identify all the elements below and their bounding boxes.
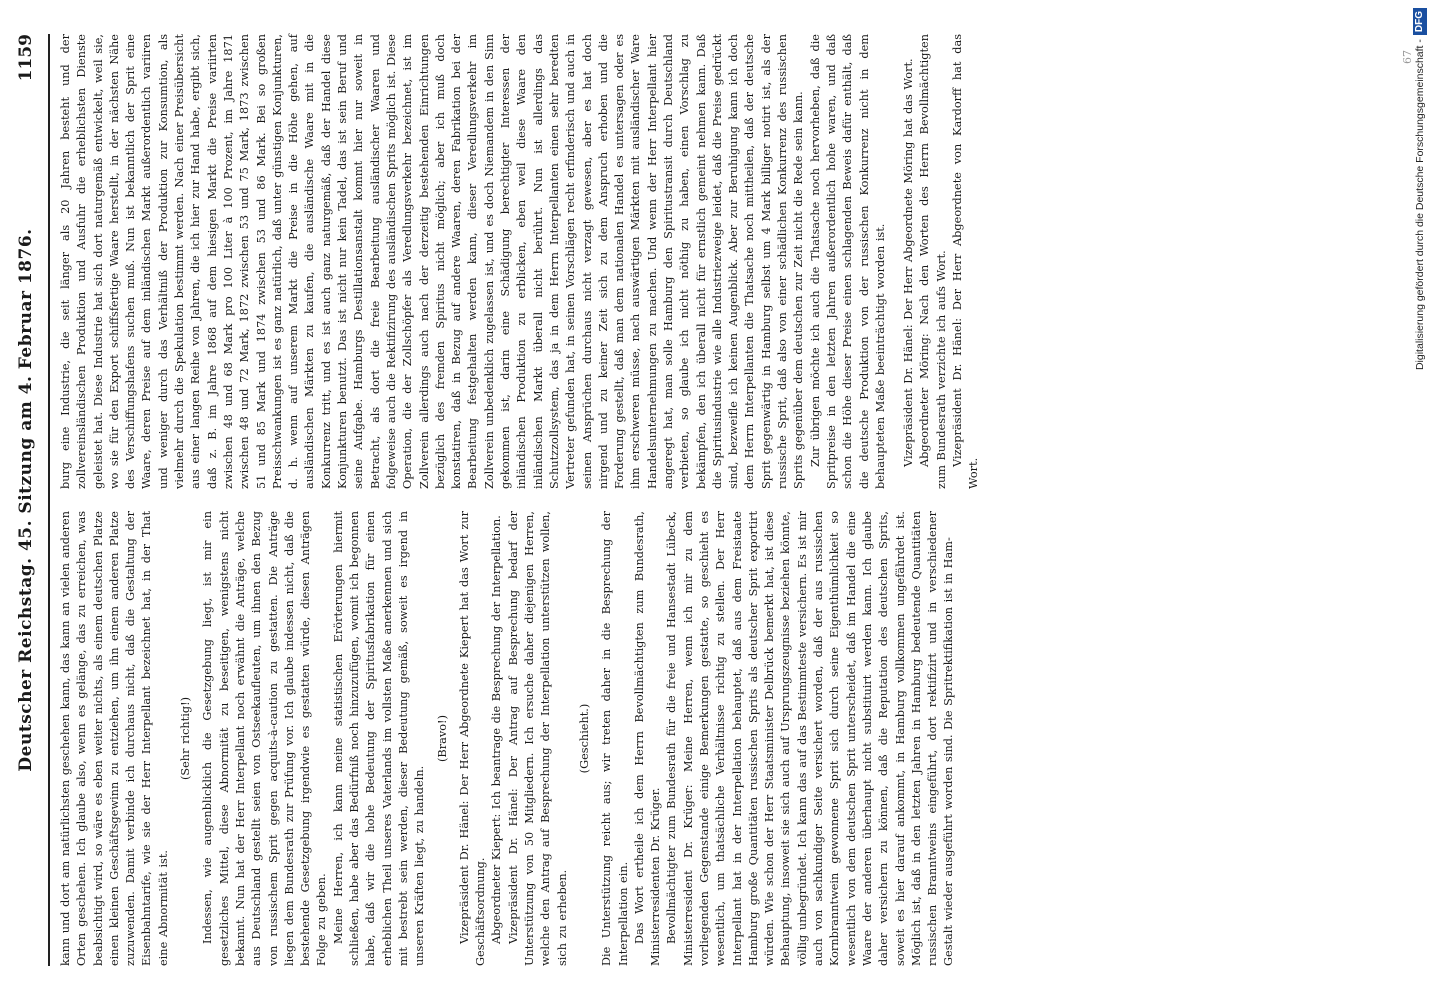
left-column xyxy=(58,511,1390,966)
interjection: (Bravo!) xyxy=(435,715,449,762)
digitization-notice-text: Digitalisierung gefördert durch die Deutsche Forschungsgemeinschaft - xyxy=(1414,39,1426,371)
interjection: (Sehr richtig!) xyxy=(179,696,193,781)
paragraph: Indessen, wie augenblicklich die Gesetzgebung liegt, ist mir ein gesetzliches Mittel, diese Abnormität zu beseitigen, wenigstens nicht bekannt. Nun hat der Herr Interpellant noch erwähnt die Anträge, welche aus Deutschland gestellt seien von Ostseekaufleuten, um ihnen den Bezug von russischem Sprit gegen acquits-à-caution zu gestatten. Die Anträge liegen dem Bundesrath zur Prüfung vor. Ich glaube indessen nicht, daß die bestehende Gesetzgebung irgendwie es gestatten würde, diesen Anträgen Folge zu geben. xyxy=(201,511,329,966)
speaker-paragraph: Vizepräsident Dr. Hänel: Der Antrag auf Besprechung bedarf der Unterstützung von 50 Mitgliedern. Ich ersuche daher diejenigen Herren, welche den Antrag auf Besprechung der Interpellation unterstützen wollen, sich zu erheben. xyxy=(506,511,569,966)
speaker-paragraph: Vizepräsident Dr. Hänel: Der Herr Abgeordnete Möring hat das Wort. xyxy=(902,58,916,467)
dfg-logo: DFG xyxy=(1413,8,1427,35)
speaker-paragraph: Bevollmächtigter zum Bundesrath für die freie und Hansestadt Lübeck, Ministerresident Dr. Krüger: Meine Herren, wenn ich mir zu dem vorliegenden Gegenstande einige Bemerkungen gestatte, so geschieht es wesentlich, um thatsächliche Verhältnisse richtig zu stellen. Der Herr Interpellant hat in der Interpellation behauptet, daß aus dem Freistaate Hamburg große Quantitäten russischen Sprits als deutscher Sprit exportirt würden. Wie schon der Herr Staatsminister Delbrück bemerkt hat, ist diese Behauptung, insoweit sie sich auch auf Ursprungszeugnisse beziehen könnte, völlig unbegründet. Ich kann das auf das Bestimmteste versichern. Es ist mir auch von sachkundiger Seite versichert worden, daß der aus russischen Kornbranntwein gewonnene Sprit sich durch seine Eigenthümlichkeit so wesentlich von dem deutschen Sprit unterscheidet, daß im Handel die eine Waare der anderen überhaupt nicht substituirt werden kann. Ich glaube daher versichern zu können, daß die Reputation des deutschen Sprits, soweit es hier darauf ankommt, in Hamburg vollkommen ungefährdet ist. Möglich ist, daß in den letzten Jahren in Hamburg bedeutende Quantitäten russischen Branntweins eingeführt, dort rektifizirt und in verschiedener Gestalt wieder ausgeführt worden sind. Die Spritrektifikation ist in Ham- xyxy=(665,511,956,966)
interjection: (Geschieht.) xyxy=(577,703,591,774)
paragraph: Zur übrigen möchte ich auch die Thatsache noch hervorheben, daß die Spritpreise in den letzten Jahren außerordentlich hohe waren, und daß schon die Höhe dieser Preise einen schlagenden Beweis dafür enthält, daß die deutsche Produktion von der russischen Konkurrenz nicht in dem behaupteten Maße beeinträchtigt worden ist. xyxy=(808,34,887,489)
digitization-notice xyxy=(1409,0,1431,1000)
page-corner-mark: 67 xyxy=(1401,50,1414,64)
paragraph: kann und dort am natürlichsten geschehen kann, das kann an vielen anderen Orten geschehen. Ich glaube also, wenn es gelänge, das zu erreichen, was beabsichtigt wird, so wäre es eben weiter nichts, als einem deutschen Platze einen kleinen Geschäftsgewinn zu entziehen, um ihn einem anderen Platze zuzuwenden. Damit verbinde ich durchaus nicht, daß die Gestaltung der Eisenbahntarife, wie sie der Herr Interpellant bezeichnet hat, in der That eine Abnormität ist. xyxy=(59,511,170,966)
page-header xyxy=(10,34,50,966)
right-column xyxy=(58,34,1390,489)
speaker-paragraph: Abgeordneter Möring: Nach den Worten des Herrn Bevollmächtigten zum Bundesrath verzichte ich aufs Wort. xyxy=(918,34,948,489)
page-title: Deutscher Reichstag. 45. Sitzung am 4. Februar 1876. xyxy=(16,228,36,772)
text-columns xyxy=(58,34,1390,966)
paragraph: Die Unterstützung reicht aus; wir treten daher in die Besprechung der Interpellation ein. xyxy=(600,511,630,966)
speaker-paragraph: Abgeordneter Kiepert: Ich beantrage die Besprechung der Interpellation. xyxy=(490,515,504,944)
speaker-paragraph: Vizepräsident Dr. Hänel: Der Herr Abgeordnete von Kardorff hat das Wort. xyxy=(951,34,981,489)
paragraph: Das Wort ertheile ich dem Herrn Bevollmächtigten zum Bundesrath, Ministerresidenten Dr. Krüger. xyxy=(632,511,663,966)
speaker-paragraph: Vizepräsident Dr. Hänel: Der Herr Abgeordnete Kiepert hat das Wort zur Geschäftsordnung. xyxy=(457,511,488,966)
page-number: 1159 xyxy=(16,34,36,82)
paragraph: burg eine Industrie, die seit länger als 20 Jahren besteht und der zollvereinsländischen Produktion und Ausfuhr die erheblichsten Dienste geleistet hat. Diese Industrie hat sich dort naturgemäß entwickelt, weil sie, wo sie für den Export schiffsfertige Waare herstellt, in der nächsten Nähe des Verschiffungshafens suchen muß. Nun ist bekanntlich der Sprit eine Waare, deren Preise auf dem inländischen Markt außerordentlich variiren und weniger durch das Verhältniß der Produktion zur Konsumtion, als vielmehr durch die Spekulation bestimmt werden. Nach einer Preisübersicht aus einer langen Reihe von Jahren, die ich hier zur Hand habe, ergibt sich, daß z. B. im Jahre 1868 auf dem hiesigen Markt die Preise variirten zwischen 48 und 68 Mark pro 100 Liter à 100 Prozent, im Jahre 1871 zwischen 48 und 72 Mark, 1872 zwischen 53 und 75 Mark, 1873 zwischen 51 und 85 Mark und 1874 zwischen 53 und 86 Mark. Bei so großen Preisschwankungen ist es ganz natürlich, daß unter günstigen Konjunkturen, d. h. wenn auf unserem Markt die Preise in die Höhe gehen, auf ausländischen Märkten zu kaufen, die ausländische Waare mit in die Konkurrenz tritt, und es ist auch ganz naturgemäß, daß der Handel diese Konjunkturen benutzt. Das ist nicht nur kein Tadel, das ist sein Beruf und seine Aufgabe. Hamburgs Destillationsanstalt kommt hier nur soweit in Betracht, als dort die freie Bearbeitung ausländischer Waaren und folgeweise auch die Rektifizirung des ausländischen Sprits möglich ist. Diese Operation, die der Zollschöpfer als Veredlungsverkehr bezeichnet, ist im Zollverein allerdings auch nach der derzeitig bestehenden Einrichtungen bezüglich des fremden Spiritus nicht möglich; aber ich muß doch konstatiren, daß in Bezug auf andere Waaren, deren Fabrikation bei der Bearbeitung festgehalten werden kann, dieser Veredlungsverkehr im Zollverein unbedenklich zugelassen ist, und es doch Niemandem in den Sinn gekommen ist, darin eine Schädigung berechtigter Interessen der inländischen Produktion zu erblicken, eben weil diese Waare den inländischen Markt überall nicht berührt. Nun ist allerdings das Schutzzollsystem, das ja in dem Herrn Interpellanten einen sehr beredten Vertreter gefunden hat, in seinen Vorschlägen recht erfinderisch und auch in seinen Ansprüchen durchaus nicht verzagt gewesen, aber es hat doch nirgend und zu keiner Zeit sich zu dem Anspruch erhoben und die Forderung gestellt, daß man dem nationalen Handel es untersagen oder es ihm erschweren müsse, nach auswärtigen Märkten mit ausländischer Ware Handelsunternehmungen zu machen. Und wenn der Herr Interpellant hier angeregt hat, man solle Hamburg den Spiritustransit durch Deutschland verbieten, so glaube ich nicht nöthig zu haben, einen Vorschlag zu bekämpfen, den ich überall nicht für ernstlich gemeint nehmen kann. Daß die Spiritusindustrie wie alle Industriezweige leidet, daß die Preise gedrückt sind, bezweifle ich keinen Augenblick. Aber zur Beruhigung kann ich doch dem Herrn Interpellanten die Thatsache noch mittheilen, daß der deutsche Sprit gegenwärtig in Hamburg selbst um 4 Mark billiger notirt ist, als der russische Sprit, daß also von einer schädlichen Konkurrenz des russischen Sprits gegenüber dem deutschen zur Zeit nicht die Rede sein kann. xyxy=(59,34,806,489)
paragraph: Meine Herren, ich kann meine statistischen Erörterungen hiermit schließen, habe aber das Bedürfniß noch hinzuzufügen, womit ich begonnen habe, daß wir die hohe Bedeutung der Spiritusfabrikation für einen erheblichen Theil unseres Vaterlands im vollsten Maße anerkennen und sich mit bestrebt sein werden, dieser Bedeutung gemäß, soweit es irgend in unseren Kräften liegt, zu handeln. xyxy=(331,511,427,966)
